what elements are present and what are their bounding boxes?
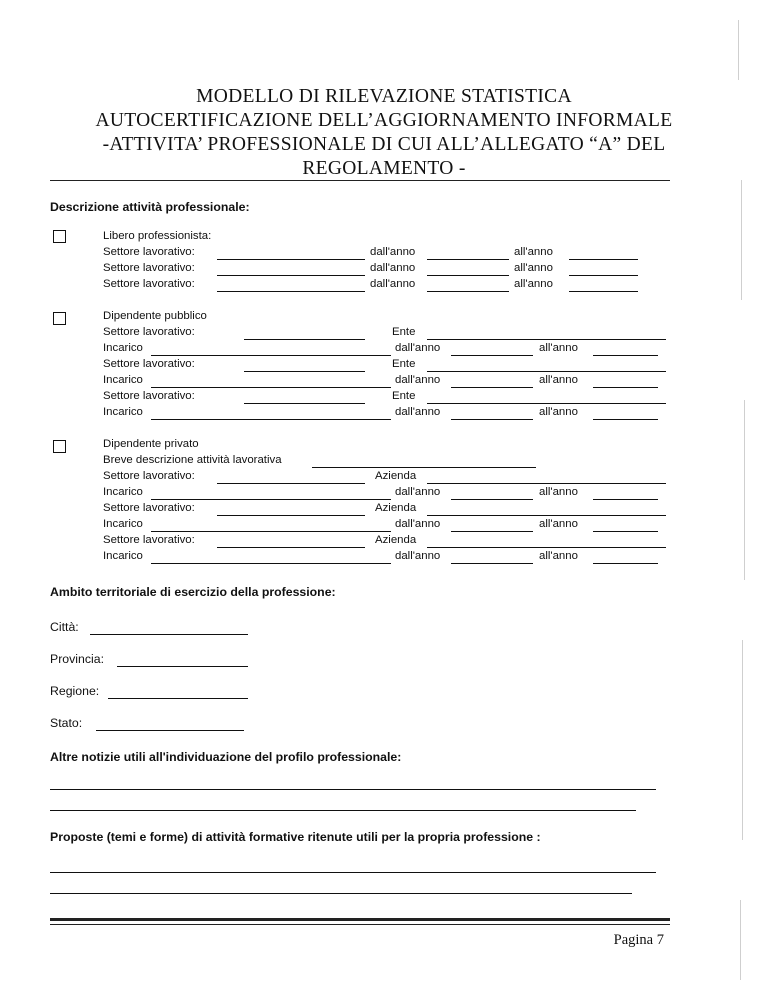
libero-settore-label: Settore lavorativo:	[103, 262, 195, 274]
libero-dall-field[interactable]	[427, 275, 509, 276]
pubblico-ente-field[interactable]	[427, 371, 666, 372]
libero-dall-label: dall'anno	[370, 246, 416, 258]
regione-field[interactable]	[108, 698, 248, 699]
privato-azienda-field[interactable]	[427, 483, 666, 484]
libero-all-field[interactable]	[569, 259, 638, 260]
title-line-1: MODELLO DI RILEVAZIONE STATISTICA	[196, 86, 572, 107]
pubblico-dall-label: dall'anno	[395, 374, 441, 386]
pubblico-ente-field[interactable]	[427, 339, 666, 340]
scan-artifact	[738, 20, 739, 80]
privato-settore-label: Settore lavorativo:	[103, 534, 195, 546]
libero-all-label: all'anno	[514, 278, 553, 290]
privato-all-label: all'anno	[539, 550, 578, 562]
altre-line[interactable]	[50, 789, 656, 790]
pubblico-incarico-label: Incarico	[103, 342, 143, 354]
provincia-field[interactable]	[117, 666, 248, 667]
privato-incarico-label: Incarico	[103, 486, 143, 498]
privato-all-label: all'anno	[539, 518, 578, 530]
privato-incarico-field[interactable]	[151, 531, 391, 532]
pubblico-all-field[interactable]	[593, 355, 658, 356]
title-line-4: REGOLAMENTO -	[302, 158, 466, 179]
scan-artifact	[744, 400, 745, 580]
footer-rule-thin	[50, 924, 670, 925]
pubblico-settore-label: Settore lavorativo:	[103, 390, 195, 402]
pubblico-all-label: all'anno	[539, 374, 578, 386]
privato-incarico-label: Incarico	[103, 550, 143, 562]
pubblico-ente-label: Ente	[392, 358, 416, 370]
provincia-label: Provincia:	[50, 652, 104, 666]
privato-all-field[interactable]	[593, 531, 658, 532]
pubblico-incarico-field[interactable]	[151, 355, 391, 356]
libero-settore-label: Settore lavorativo:	[103, 278, 195, 290]
title-line-3: -ATTIVITA’ PROFESSIONALE DI CUI ALL’ALLEGATO “A” DEL	[102, 134, 666, 155]
privato-breve-label: Breve descrizione attività lavorativa	[103, 454, 282, 466]
stato-field[interactable]	[96, 730, 244, 731]
pubblico-settore-field[interactable]	[244, 371, 365, 372]
citta-field[interactable]	[90, 634, 248, 635]
libero-settore-field[interactable]	[217, 291, 365, 292]
privato-all-label: all'anno	[539, 486, 578, 498]
pubblico-checkbox[interactable]	[53, 312, 66, 325]
pubblico-settore-field[interactable]	[244, 339, 365, 340]
libero-settore-label: Settore lavorativo:	[103, 246, 195, 258]
libero-settore-field[interactable]	[217, 259, 365, 260]
privato-azienda-label: Azienda	[375, 534, 417, 546]
scan-artifact	[742, 640, 743, 840]
title-divider	[50, 180, 670, 181]
privato-incarico-field[interactable]	[151, 563, 391, 564]
libero-dall-field[interactable]	[427, 259, 509, 260]
pubblico-dall-label: dall'anno	[395, 342, 441, 354]
proposte-line[interactable]	[50, 893, 632, 894]
privato-dall-field[interactable]	[451, 499, 533, 500]
privato-azienda-field[interactable]	[427, 515, 666, 516]
pubblico-settore-field[interactable]	[244, 403, 365, 404]
stato-label: Stato:	[50, 716, 83, 730]
pubblico-settore-label: Settore lavorativo:	[103, 358, 195, 370]
title-line-2: AUTOCERTIFICAZIONE DELL’AGGIORNAMENTO INFORMALE	[95, 110, 673, 131]
pubblico-all-label: all'anno	[539, 406, 578, 418]
altre-line[interactable]	[50, 810, 636, 811]
privato-settore-label: Settore lavorativo:	[103, 470, 195, 482]
pubblico-label: Dipendente pubblico	[103, 310, 207, 322]
privato-dall-field[interactable]	[451, 531, 533, 532]
privato-incarico-field[interactable]	[151, 499, 391, 500]
libero-dall-label: dall'anno	[370, 262, 416, 274]
privato-settore-field[interactable]	[217, 547, 365, 548]
privato-dall-field[interactable]	[451, 563, 533, 564]
pubblico-all-label: all'anno	[539, 342, 578, 354]
ambito-heading: Ambito territoriale di esercizio della professione:	[50, 585, 336, 599]
libero-all-field[interactable]	[569, 291, 638, 292]
privato-settore-label: Settore lavorativo:	[103, 502, 195, 514]
privato-dall-label: dall'anno	[395, 518, 441, 530]
pubblico-all-field[interactable]	[593, 387, 658, 388]
libero-label: Libero professionista:	[103, 230, 212, 242]
pubblico-dall-field[interactable]	[451, 387, 533, 388]
description-heading: Descrizione attività professionale:	[50, 200, 250, 214]
pubblico-incarico-field[interactable]	[151, 419, 391, 420]
proposte-heading: Proposte (temi e forme) di attività formative ritenute utili per la propria professione :	[50, 830, 541, 844]
privato-azienda-label: Azienda	[375, 470, 417, 482]
pubblico-ente-label: Ente	[392, 326, 416, 338]
privato-all-field[interactable]	[593, 563, 658, 564]
proposte-line[interactable]	[50, 872, 656, 873]
privato-checkbox[interactable]	[53, 440, 66, 453]
libero-all-label: all'anno	[514, 262, 553, 274]
pubblico-settore-label: Settore lavorativo:	[103, 326, 195, 338]
privato-dall-label: dall'anno	[395, 486, 441, 498]
footer-rule-thick	[50, 918, 670, 921]
privato-settore-field[interactable]	[217, 515, 365, 516]
page-number: Pagina 7	[613, 932, 664, 948]
privato-all-field[interactable]	[593, 499, 658, 500]
regione-label: Regione:	[50, 684, 100, 698]
scan-artifact	[740, 900, 741, 980]
pubblico-incarico-field[interactable]	[151, 387, 391, 388]
libero-dall-field[interactable]	[427, 291, 509, 292]
privato-breve-field[interactable]	[312, 467, 536, 468]
libero-all-field[interactable]	[569, 275, 638, 276]
document-title	[0, 85, 768, 181]
scan-artifact	[741, 180, 742, 300]
privato-incarico-label: Incarico	[103, 518, 143, 530]
altre-heading: Altre notizie utili all'individuazione del profilo professionale:	[50, 750, 402, 764]
pubblico-incarico-label: Incarico	[103, 374, 143, 386]
citta-label: Città:	[50, 620, 79, 634]
libero-checkbox[interactable]	[53, 230, 66, 243]
pubblico-ente-label: Ente	[392, 390, 416, 402]
pubblico-dall-field[interactable]	[451, 419, 533, 420]
libero-settore-field[interactable]	[217, 275, 365, 276]
pubblico-incarico-label: Incarico	[103, 406, 143, 418]
privato-dall-label: dall'anno	[395, 550, 441, 562]
privato-azienda-field[interactable]	[427, 547, 666, 548]
pubblico-ente-field[interactable]	[427, 403, 666, 404]
pubblico-dall-label: dall'anno	[395, 406, 441, 418]
libero-all-label: all'anno	[514, 246, 553, 258]
pubblico-dall-field[interactable]	[451, 355, 533, 356]
pubblico-all-field[interactable]	[593, 419, 658, 420]
privato-settore-field[interactable]	[217, 483, 365, 484]
libero-dall-label: dall'anno	[370, 278, 416, 290]
privato-azienda-label: Azienda	[375, 502, 417, 514]
privato-label: Dipendente privato	[103, 438, 199, 450]
